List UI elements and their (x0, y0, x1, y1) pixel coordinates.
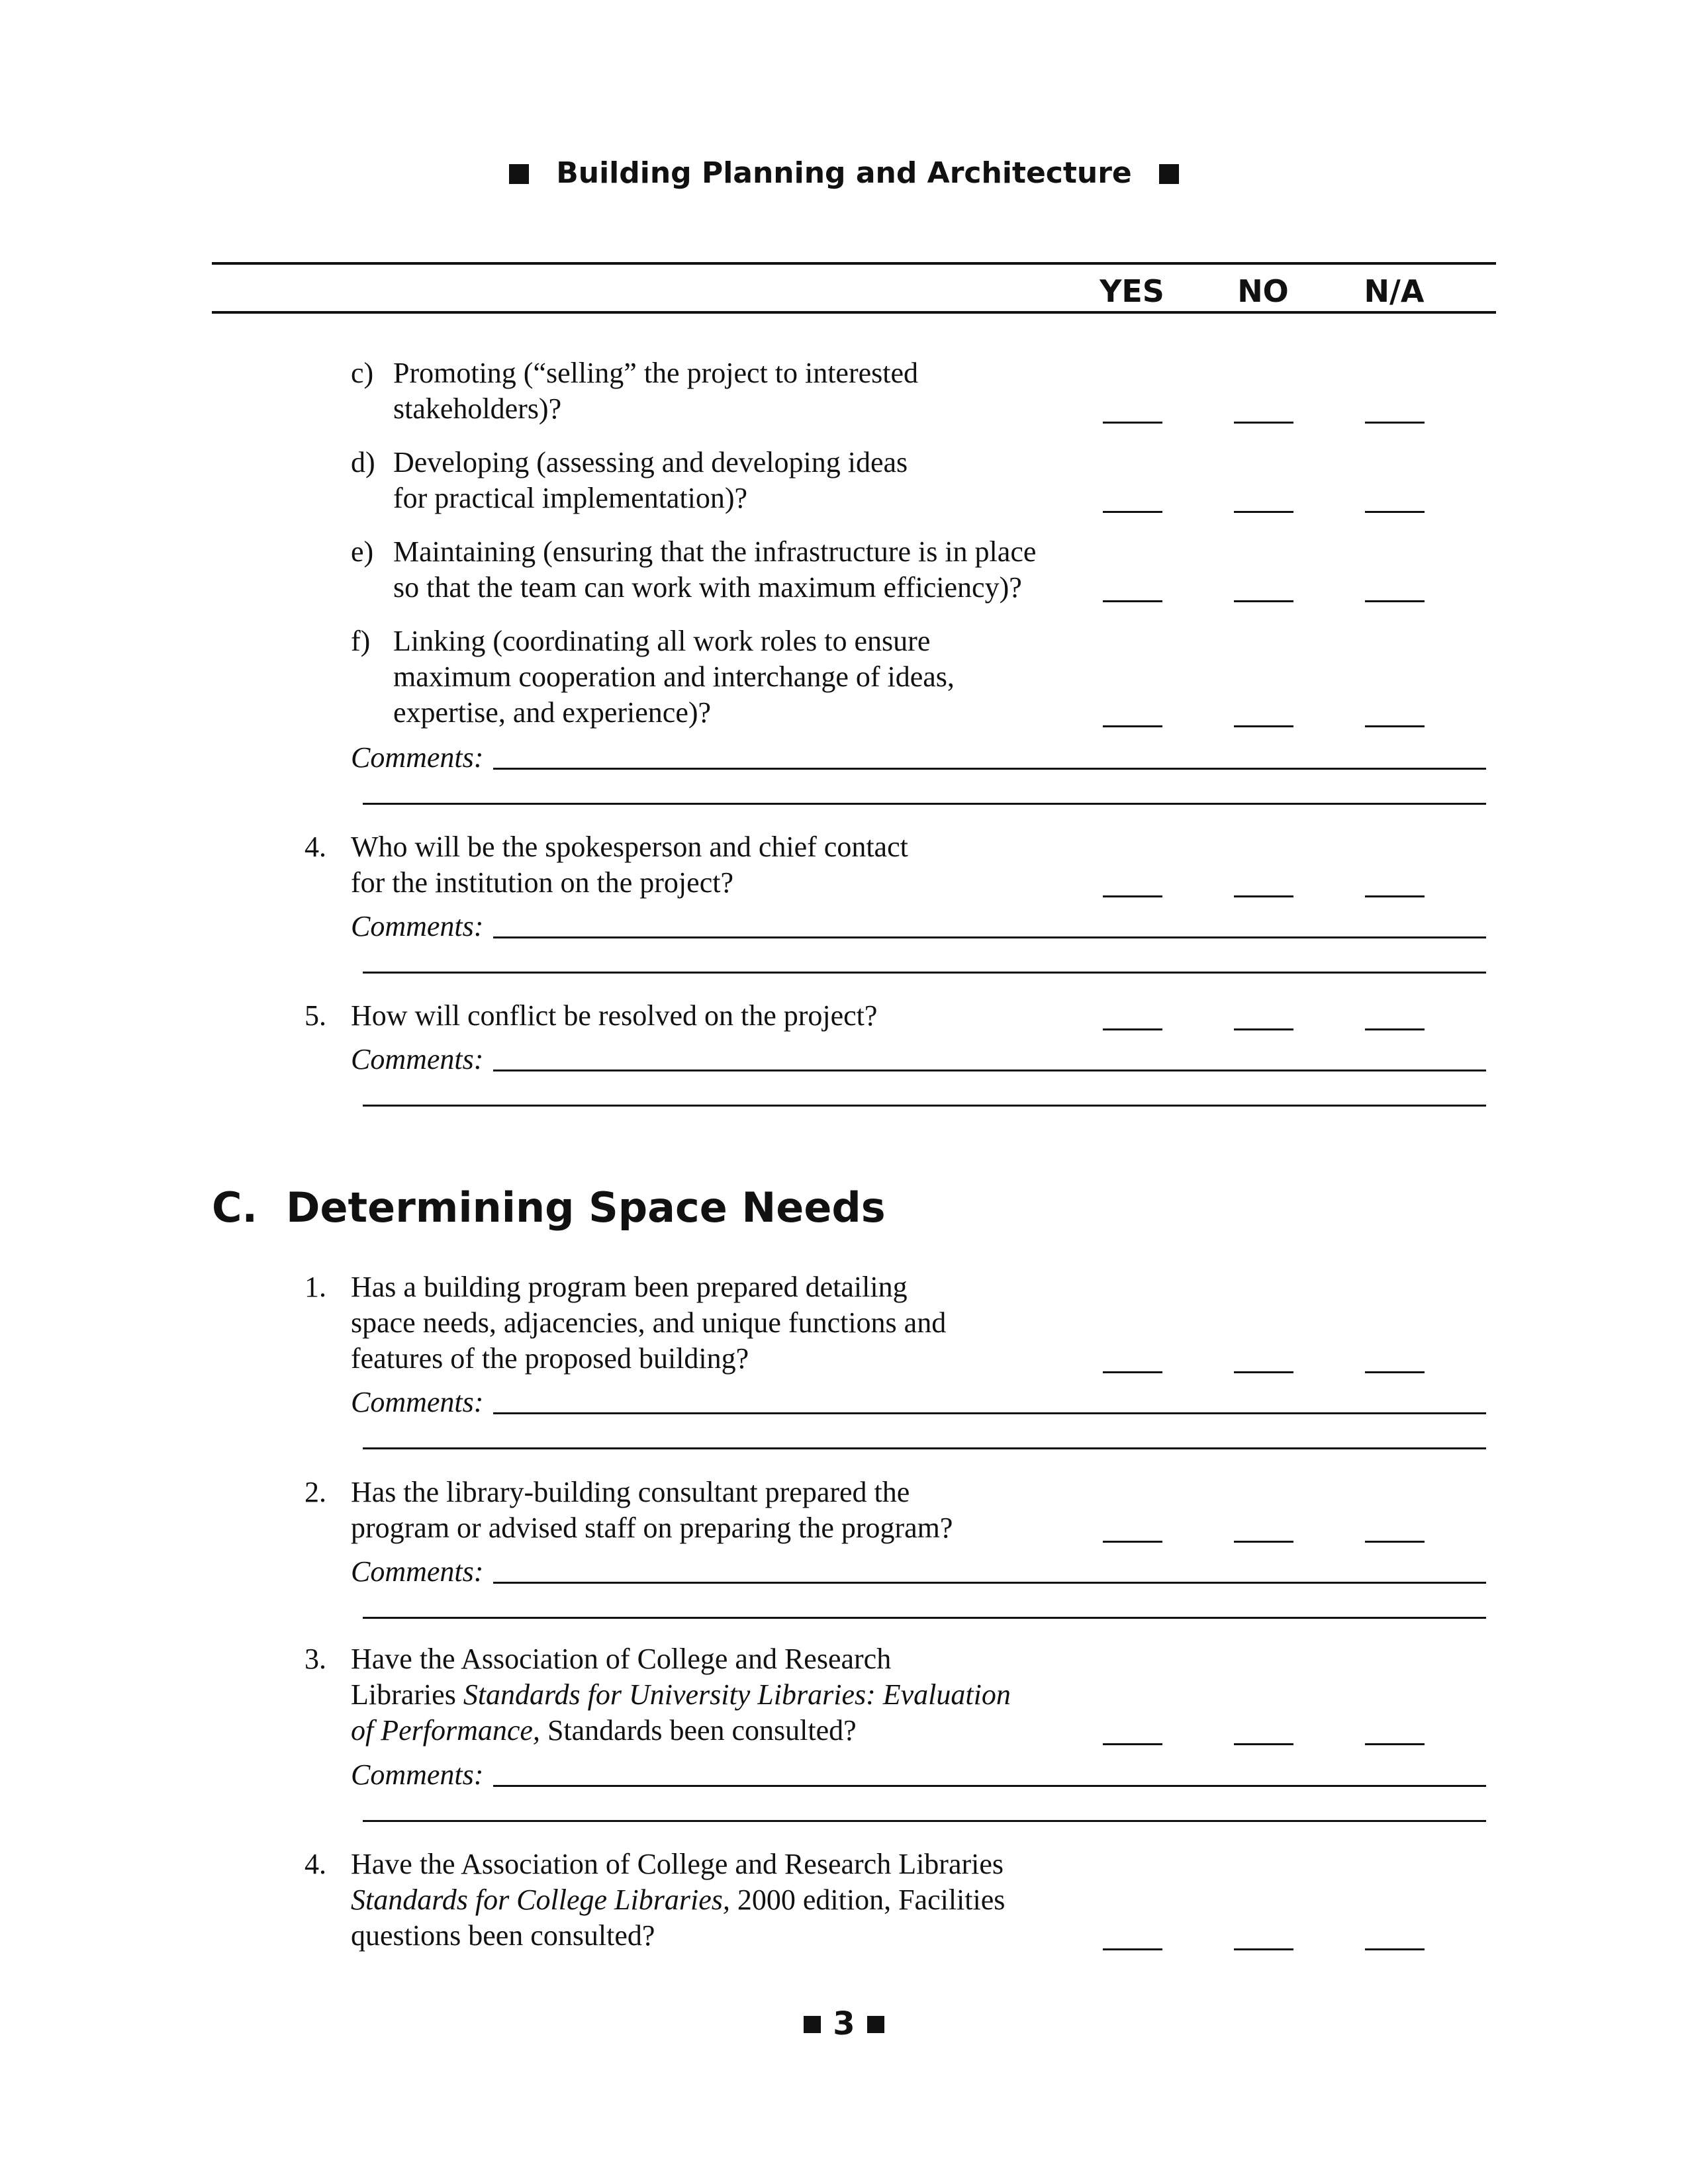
standard-title: Standards for University Libraries: Evaluation (463, 1678, 1011, 1711)
comments-line[interactable] (493, 1412, 1486, 1414)
answer-blank-no[interactable] (1234, 422, 1293, 424)
section-letter: C. (212, 1183, 258, 1232)
section-heading (212, 1183, 886, 1232)
question-text: Has the library-building consultant prepared the (351, 1476, 910, 1508)
question-text: questions been consulted? (351, 1919, 655, 1952)
section-title: Determining Space Needs (286, 1183, 886, 1232)
column-header-na: N/A (1364, 273, 1425, 309)
answer-blank-na[interactable] (1365, 422, 1425, 424)
question-number: 3. (305, 1643, 326, 1675)
answer-blank-no[interactable] (1234, 725, 1293, 727)
sub-item-text: Maintaining (ensuring that the infrastructure is in place (393, 535, 1037, 568)
comments-label: Comments: (351, 910, 484, 942)
page-footer (0, 2005, 1688, 2042)
answer-blank-na[interactable] (1365, 1743, 1425, 1745)
sub-item-text: Linking (coordinating all work roles to ensure (393, 625, 931, 657)
answer-blank-no[interactable] (1234, 1371, 1293, 1373)
answer-blank-no[interactable] (1234, 600, 1293, 602)
answer-blank-no[interactable] (1234, 1743, 1293, 1745)
question-text: features of the proposed building? (351, 1342, 749, 1375)
answer-blank-yes[interactable] (1103, 600, 1162, 602)
comments-label: Comments: (351, 1043, 484, 1075)
page-number: 3 (833, 2005, 855, 2042)
sub-item-text: Developing (assessing and developing ideas (393, 446, 908, 478)
answer-blank-no[interactable] (1234, 1541, 1293, 1543)
answer-blank-yes[interactable] (1103, 1541, 1162, 1543)
sub-item-text: so that the team can work with maximum efficiency)? (393, 571, 1022, 604)
comments-line[interactable] (363, 1447, 1486, 1449)
column-header-top-rule (212, 262, 1496, 265)
answer-blank-yes[interactable] (1103, 1028, 1162, 1030)
question-text-plain: Standards been consulted? (539, 1714, 857, 1747)
answer-blank-yes[interactable] (1103, 511, 1162, 513)
question-number: 4. (305, 831, 326, 863)
comments-line[interactable] (493, 936, 1486, 938)
question-number: 1. (305, 1271, 326, 1303)
answer-blank-na[interactable] (1365, 1948, 1425, 1950)
footer-square-right (867, 2016, 884, 2033)
question-text-plain: Libraries (351, 1678, 463, 1711)
column-header-no: NO (1237, 273, 1289, 309)
answer-blank-no[interactable] (1234, 1948, 1293, 1950)
question-text-plain: 2000 edition, Facilities (729, 1884, 1006, 1916)
comments-line[interactable] (363, 972, 1486, 974)
question-text: Has a building program been prepared detailing (351, 1271, 908, 1303)
answer-blank-na[interactable] (1365, 725, 1425, 727)
answer-blank-yes[interactable] (1103, 1743, 1162, 1745)
standard-title: of Performance, (351, 1714, 540, 1747)
question-text: Who will be the spokesperson and chief contact (351, 831, 908, 863)
question-text (351, 1713, 857, 1749)
sub-item-label: c) (351, 357, 374, 389)
comments-line[interactable] (493, 1069, 1486, 1071)
question-text (351, 1677, 1011, 1713)
answer-blank-no[interactable] (1234, 511, 1293, 513)
question-text: space needs, adjacencies, and unique functions and (351, 1306, 947, 1339)
comments-label: Comments: (351, 1555, 484, 1588)
header-square-right (1159, 164, 1179, 184)
comments-line[interactable] (363, 803, 1486, 805)
comments-line[interactable] (363, 1820, 1486, 1822)
question-text: Have the Association of College and Research Libraries (351, 1848, 1004, 1880)
sub-item-text: for practical implementation)? (393, 482, 748, 514)
comments-label: Comments: (351, 741, 484, 774)
column-header-yes: YES (1100, 273, 1164, 309)
comments-line[interactable] (493, 1785, 1486, 1787)
footer-square-left (804, 2016, 821, 2033)
comments-label: Comments: (351, 1758, 484, 1791)
sub-item-text: Promoting (“selling” the project to interested (393, 357, 919, 389)
question-number: 5. (305, 999, 326, 1032)
question-number: 2. (305, 1476, 326, 1508)
column-header-bottom-rule (212, 311, 1496, 314)
question-text: for the institution on the project? (351, 866, 733, 899)
answer-blank-yes[interactable] (1103, 1948, 1162, 1950)
comments-label: Comments: (351, 1386, 484, 1418)
header-square-left (509, 164, 529, 184)
answer-blank-no[interactable] (1234, 895, 1293, 897)
header-title: Building Planning and Architecture (556, 156, 1132, 190)
answer-blank-na[interactable] (1365, 1028, 1425, 1030)
running-header (0, 156, 1688, 190)
question-number: 4. (305, 1848, 326, 1880)
answer-blank-yes[interactable] (1103, 895, 1162, 897)
sub-item-label: e) (351, 535, 374, 568)
sub-item-label: f) (351, 625, 371, 657)
answer-blank-no[interactable] (1234, 1028, 1293, 1030)
question-text (351, 1882, 1005, 1918)
answer-blank-na[interactable] (1365, 511, 1425, 513)
sub-item-label: d) (351, 446, 375, 478)
sub-item-text: expertise, and experience)? (393, 696, 712, 729)
answer-blank-na[interactable] (1365, 1541, 1425, 1543)
answer-blank-yes[interactable] (1103, 422, 1162, 424)
question-text: program or advised staff on preparing the program? (351, 1512, 953, 1544)
standard-title: Standards for College Libraries, (351, 1884, 730, 1916)
comments-line[interactable] (493, 1582, 1486, 1584)
comments-line[interactable] (363, 1105, 1486, 1107)
comments-line[interactable] (493, 768, 1486, 770)
answer-blank-na[interactable] (1365, 600, 1425, 602)
comments-line[interactable] (363, 1617, 1486, 1619)
sub-item-text: stakeholders)? (393, 392, 562, 425)
sub-item-text: maximum cooperation and interchange of ideas, (393, 660, 955, 693)
question-text: How will conflict be resolved on the project? (351, 999, 878, 1032)
answer-blank-yes[interactable] (1103, 725, 1162, 727)
answer-blank-na[interactable] (1365, 1371, 1425, 1373)
answer-blank-yes[interactable] (1103, 1371, 1162, 1373)
answer-blank-na[interactable] (1365, 895, 1425, 897)
question-text: Have the Association of College and Research (351, 1643, 892, 1675)
